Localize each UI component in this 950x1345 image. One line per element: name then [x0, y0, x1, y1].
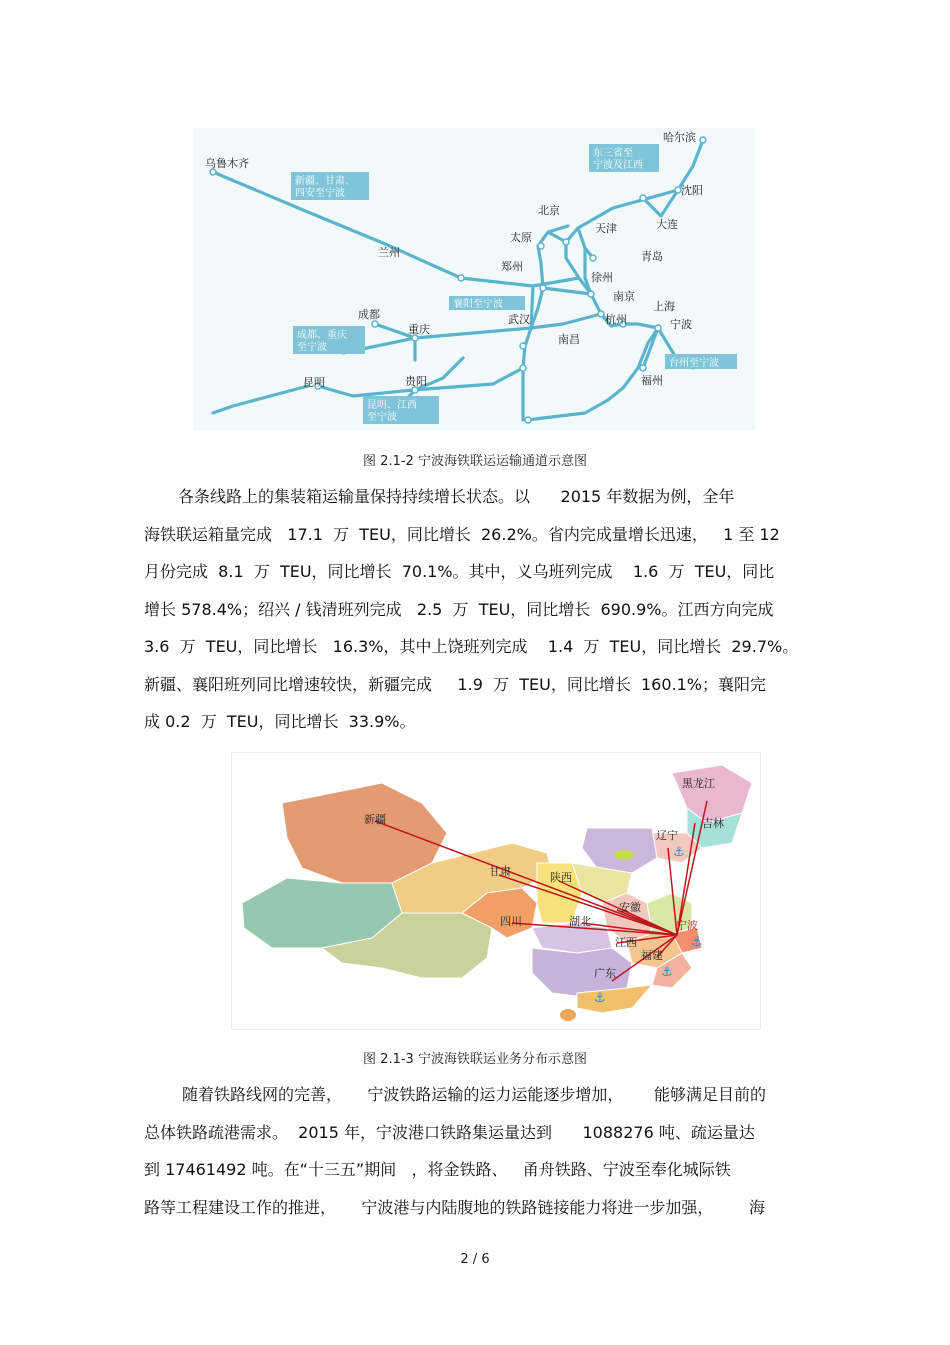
city-nanjing: 南京 [613, 290, 635, 303]
route-label-kunming-1: 昆明、江西 [367, 400, 417, 411]
anchor-icon: ⚓ [661, 965, 673, 980]
city-tianjin: 天津 [595, 222, 617, 235]
business-distribution-map-svg [232, 753, 760, 1029]
city-qingdao: 青岛 [641, 250, 663, 263]
route-label-northeast-1: 东三省至 [593, 148, 633, 159]
province-guangdong: 广东 [594, 967, 616, 980]
route-label-xiangyang: 襄阳至宁波 [453, 299, 503, 310]
body-paragraph-2 [144, 1076, 814, 1226]
province-anhui: 安徽 [619, 901, 641, 914]
province-sichuan: 四川 [500, 915, 522, 928]
paragraph-line: 成 0.2 万 TEU，同比增长 33.9%。 [144, 712, 416, 731]
city-hangzhou: 杭州 [605, 313, 627, 326]
paragraph-line: 到 17461492 吨。在“十三五”期间 ，将金铁路、 甬舟铁路、宁波至奉化城际铁 [144, 1160, 731, 1179]
page-number: 2 / 6 [460, 1252, 490, 1267]
province-ningbo: 宁波 [676, 919, 698, 932]
route-label-northeast-2: 宁波及江西 [593, 160, 643, 171]
business-distribution-map [231, 752, 761, 1030]
province-jiangxi: 江西 [615, 936, 637, 949]
rail-route-map-svg [193, 128, 755, 430]
province-hubei: 湖北 [569, 915, 591, 928]
route-label-xinjiang-1: 新疆、甘肃、 [295, 176, 355, 187]
figure-caption-2: 图 2.1-3 宁波海铁联运业务分布示意图 [363, 1052, 587, 1067]
province-jilin: 吉林 [702, 817, 724, 830]
province-xinjiang: 新疆 [364, 813, 386, 826]
body-paragraph-1 [144, 478, 814, 741]
city-beijing: 北京 [538, 204, 560, 217]
city-taiyuan: 太原 [510, 231, 532, 244]
route-label-chengdu-2: 至宁波 [297, 342, 327, 353]
city-xuzhou: 徐州 [591, 271, 613, 284]
paragraph-line: 总体铁路疏港需求。 2015 年，宁波港口铁路集运量达到 1088276 吨、疏运量达 [144, 1122, 755, 1142]
city-chongqing: 重庆 [408, 323, 430, 336]
anchor-icon: ⚓ [594, 991, 606, 1006]
province-fujian: 福建 [641, 949, 663, 962]
paragraph-line: 路等工程建设工作的推进， 宁波港与内陆腹地的铁路链接能力将进一步加强， 海 [144, 1197, 766, 1217]
city-fuzhou: 福州 [641, 374, 663, 387]
route-label-taizhou: 台州至宁波 [669, 358, 719, 369]
city-dalian: 大连 [656, 218, 678, 231]
city-nanchang: 南昌 [558, 333, 580, 346]
route-label-kunming-2: 至宁波 [367, 412, 397, 423]
city-shenyang: 沈阳 [681, 184, 703, 197]
province-heilongjiang: 黑龙江 [682, 777, 715, 790]
anchor-icon: ⚓ [673, 845, 685, 860]
city-shanghai: 上海 [653, 300, 675, 313]
paragraph-line: 增长 578.4%；绍兴 / 钱清班列完成 2.5 万 TEU，同比增长 690.9%。江西方向完成 [144, 599, 774, 619]
route-label-chengdu-1: 成都、重庆 [297, 330, 347, 341]
city-chengdu: 成都 [358, 308, 380, 321]
city-zhengzhou: 郑州 [501, 260, 523, 273]
paragraph-line: 海铁联运箱量完成 17.1 万 TEU，同比增长 26.2%。省内完成量增长迅速， 1 至 12 [144, 524, 780, 544]
anchor-icon: ⚓ [691, 935, 703, 950]
rail-route-map [193, 128, 755, 430]
city-guiyang: 贵阳 [405, 375, 427, 388]
city-lanzhou: 兰州 [378, 246, 400, 259]
paragraph-line: 3.6 万 TEU，同比增长 16.3%，其中上饶班列完成 1.4 万 TEU，同比增长 29.7%。 [144, 637, 799, 656]
city-urumqi: 乌鲁木齐 [205, 157, 249, 170]
city-ningbo: 宁波 [670, 318, 692, 331]
province-shaanxi: 陕西 [550, 871, 572, 884]
city-wuhan: 武汉 [508, 313, 530, 326]
province-liaoning: 辽宁 [656, 829, 678, 842]
paragraph-line: 各条线路上的集装箱运输量保持持续增长状态。以 2015 年数据为例，全年 [178, 487, 735, 506]
paragraph-line: 随着铁路线网的完善， 宁波铁路运输的运力运能逐步增加， 能够满足目前的 [182, 1085, 766, 1104]
route-label-xinjiang-2: 四安至宁波 [295, 188, 345, 199]
figure-caption-1: 图 2.1-2 宁波海铁联运运输通道示意图 [363, 454, 587, 469]
province-gansu: 甘肃 [489, 865, 511, 878]
city-harbin: 哈尔滨 [663, 131, 696, 144]
paragraph-line: 月份完成 8.1 万 TEU，同比增长 70.1%。其中，义乌班列完成 1.6 万 TEU，同比 [144, 562, 775, 581]
city-kunming: 昆明 [303, 376, 325, 389]
paragraph-line: 新疆、襄阳班列同比增速较快，新疆完成 1.9 万 TEU，同比增长 160.1%；襄阳完 [144, 674, 766, 694]
